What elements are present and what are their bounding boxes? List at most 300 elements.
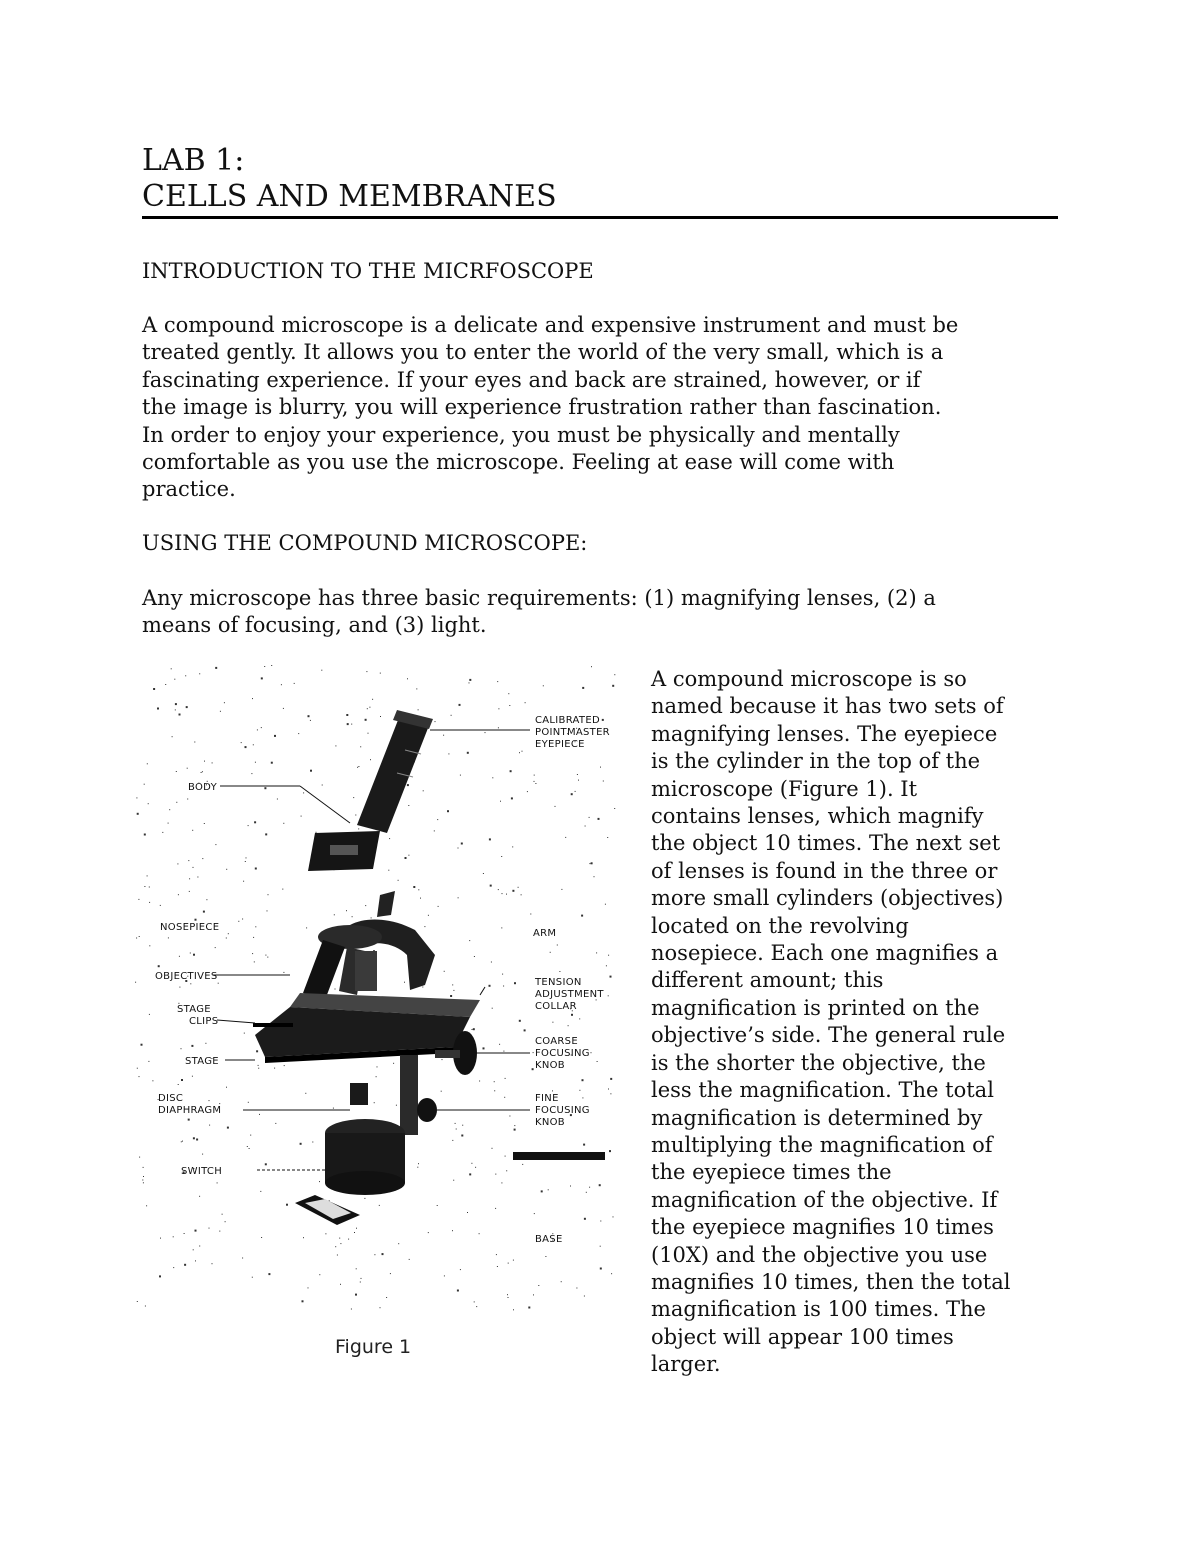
speckle-dot — [160, 905, 161, 906]
speckle-dot — [437, 1205, 438, 1206]
speckle-dot — [479, 1233, 480, 1234]
speckle-dot — [448, 753, 449, 754]
column-line: contains lenses, which magnify — [651, 804, 984, 829]
speckle-dot — [209, 1100, 210, 1101]
speckle-dot — [168, 823, 169, 824]
speckle-dot — [469, 682, 470, 683]
speckle-dot — [267, 910, 268, 911]
speckle-dot — [501, 927, 502, 928]
speckle-dot — [605, 904, 606, 905]
speckle-dot — [450, 995, 452, 997]
speckle-dot — [143, 1167, 144, 1168]
speckle-dot — [591, 666, 592, 667]
speckle-dot — [176, 802, 177, 803]
speckle-dot — [589, 817, 590, 818]
speckle-dot — [312, 1142, 313, 1143]
speckle-dot — [559, 971, 560, 972]
speckle-dot — [257, 729, 258, 730]
speckle-dot — [519, 1020, 521, 1022]
speckle-dot — [222, 1214, 223, 1215]
speckle-dot — [370, 759, 371, 760]
speckle-dot — [476, 1306, 477, 1307]
speckle-dot — [185, 675, 186, 676]
speckle-dot — [494, 1090, 495, 1091]
speckle-dot — [173, 1236, 174, 1237]
speckle-dot — [594, 876, 595, 877]
speckle-dot — [358, 766, 359, 767]
speckle-dot — [303, 1237, 304, 1238]
speckle-dot — [600, 1221, 601, 1222]
speckle-dot — [451, 715, 452, 716]
speckle-dot — [456, 1129, 457, 1130]
speckle-dot — [337, 1255, 338, 1256]
column-line: magnification is determined by — [651, 1105, 983, 1130]
speckle-dot — [184, 1233, 185, 1234]
speckle-dot — [303, 792, 304, 793]
speckle-dot — [575, 791, 576, 792]
speckle-dot — [203, 911, 205, 913]
speckle-dot — [555, 806, 556, 807]
title-line-2: CELLS AND MEMBRANES — [142, 179, 557, 214]
speckle-dot — [255, 762, 256, 763]
speckle-dot — [518, 887, 519, 888]
speckle-dot — [148, 1061, 149, 1062]
speckle-dot — [139, 1157, 140, 1158]
eyepiece-tube — [357, 710, 433, 833]
speckle-dot — [189, 891, 190, 892]
speckle-dot — [513, 1309, 514, 1310]
speckle-dot — [492, 777, 493, 778]
speckle-dot — [346, 714, 348, 716]
speckle-dot — [224, 702, 225, 703]
speckle-dot — [245, 746, 247, 748]
speckle-dot — [176, 771, 177, 772]
speckle-dot — [148, 803, 149, 804]
speckle-dot — [251, 773, 252, 774]
speckle-dot — [146, 1205, 147, 1206]
speckle-dot — [472, 1029, 473, 1030]
speckle-dot — [545, 1256, 546, 1257]
speckle-dot — [212, 1263, 213, 1264]
speckle-dot — [202, 858, 203, 859]
speckle-dot — [514, 1125, 515, 1126]
speckle-dot — [187, 799, 188, 800]
speckle-dot — [245, 861, 246, 862]
column-line: microscope (Figure 1). It — [651, 776, 918, 801]
speckle-dot — [319, 1181, 320, 1182]
speckle-dot — [196, 1139, 198, 1141]
label-arm: ARM — [533, 928, 557, 939]
speckle-dot — [533, 1294, 534, 1295]
speckle-dot — [428, 1232, 429, 1233]
speckle-dot — [458, 897, 459, 898]
speckle-dot — [498, 727, 499, 728]
speckle-dot — [498, 889, 499, 890]
speckle-dot — [194, 742, 195, 743]
column-line: (10X) and the objective you use — [651, 1242, 988, 1267]
label-tension-3: COLLAR — [535, 1001, 577, 1012]
speckle-dot — [147, 763, 148, 764]
speckle-dot — [306, 927, 307, 928]
speckle-dot — [582, 1079, 584, 1081]
speckle-dot — [168, 937, 169, 938]
speckle-dot — [514, 982, 516, 984]
speckle-dot — [301, 816, 302, 817]
speckle-dot — [165, 684, 166, 685]
speckle-dot — [388, 870, 389, 871]
speckle-dot — [510, 770, 512, 772]
speckle-dot — [608, 995, 609, 996]
speckle-dot — [505, 1078, 506, 1079]
speckle-dot — [366, 671, 367, 672]
column-line: more small cylinders (objectives) — [651, 886, 1004, 911]
column-line: is the cylinder in the top of the — [651, 749, 981, 774]
speckle-dot — [271, 665, 272, 666]
speckle-dot — [369, 707, 370, 708]
speckle-dot — [599, 1184, 601, 1186]
speckle-dot — [453, 990, 454, 991]
speckle-dot — [557, 945, 558, 946]
label-body: BODY — [188, 782, 218, 793]
speckle-dot — [219, 1103, 220, 1104]
speckle-dot — [458, 848, 459, 849]
speckle-dot — [461, 1135, 463, 1137]
speckle-dot — [407, 678, 408, 679]
label-tension-2: ADJUSTMENT — [535, 989, 604, 1000]
speckle-dot — [494, 1081, 495, 1082]
speckle-dot — [360, 746, 361, 747]
paragraph-line: the image is blurry, you will experience frustration rather than fascination. — [142, 395, 942, 420]
speckle-dot — [591, 1052, 592, 1053]
label-nosepiece: NOSEPIECE — [160, 922, 220, 933]
speckle-dot — [489, 838, 491, 840]
speckle-dot — [522, 1164, 523, 1165]
speckle-dot — [215, 844, 216, 845]
speckle-dot — [174, 679, 175, 680]
speckle-dot — [348, 1239, 349, 1240]
speckle-dot — [581, 915, 583, 917]
speckle-dot — [498, 708, 499, 709]
speckle-dot — [428, 915, 429, 916]
speckle-dot — [264, 666, 265, 667]
speckle-dot — [142, 1180, 143, 1181]
speckle-dot — [483, 1047, 485, 1049]
speckle-dot — [548, 1189, 549, 1190]
speckle-dot — [274, 735, 276, 737]
speckle-dot — [532, 1068, 534, 1070]
speckle-dot — [541, 1190, 543, 1192]
speckle-dot — [473, 1028, 475, 1030]
paragraph-line: treated gently. It allows you to enter the world of the very small, which is a — [142, 340, 944, 365]
speckle-dot — [479, 1081, 480, 1082]
speckle-dot — [152, 1080, 153, 1081]
power-cord — [513, 1152, 605, 1160]
speckle-dot — [181, 1079, 183, 1081]
speckle-dot — [275, 1123, 276, 1124]
speckle-dot — [195, 919, 197, 921]
speckle-dot — [610, 976, 612, 978]
speckle-dot — [335, 745, 336, 746]
speckle-dot — [596, 952, 597, 953]
speckle-dot — [422, 987, 423, 988]
speckle-dot — [227, 1127, 229, 1129]
speckle-dot — [603, 781, 604, 782]
speckle-dot — [577, 774, 578, 775]
speckle-dot — [420, 898, 421, 899]
speckle-dot — [474, 956, 475, 957]
label-disc-1: DISC — [158, 1093, 184, 1104]
column-line: objective’s side. The general rule — [651, 1023, 1006, 1048]
speckle-dot — [283, 823, 284, 824]
speckle-dot — [144, 834, 146, 836]
speckle-dot — [380, 673, 381, 674]
speckle-dot — [192, 1076, 193, 1077]
column-line: the object 10 times. The next set — [651, 831, 1001, 856]
speckle-dot — [509, 705, 510, 706]
column-line: different amount; this — [651, 968, 884, 993]
speckle-dot — [265, 1163, 267, 1165]
section-heading-intro: INTRODUCTION TO THE MICRFOSCOPE — [142, 259, 594, 283]
label-fine-1: FINE — [535, 1093, 559, 1104]
speckle-dot — [408, 855, 409, 856]
speckle-dot — [561, 889, 562, 890]
speckle-dot — [492, 1148, 493, 1149]
speckle-dot — [504, 1097, 505, 1098]
speckle-dot — [277, 799, 278, 800]
speckle-dot — [335, 1246, 336, 1247]
speckle-dot — [407, 784, 409, 786]
speckle-dot — [255, 868, 257, 870]
speckle-dot — [474, 1301, 475, 1302]
speckle-dot — [469, 1173, 471, 1175]
title-line-1: LAB 1: — [142, 143, 245, 178]
speckle-dot — [261, 1237, 262, 1238]
speckle-dot — [418, 889, 419, 890]
speckle-dot — [191, 1045, 193, 1047]
speckle-dot — [335, 989, 336, 990]
speckle-dot — [610, 1093, 611, 1094]
speckle-dot — [261, 727, 262, 728]
speckle-dot — [283, 972, 284, 973]
speckle-dot — [376, 1076, 377, 1077]
speckle-dot — [571, 1014, 573, 1016]
speckle-dot — [495, 1174, 496, 1175]
speckle-dot — [437, 819, 438, 820]
speckle-dot — [310, 720, 311, 721]
speckle-dot — [356, 1268, 357, 1269]
speckle-dot — [310, 770, 312, 772]
speckle-dot — [600, 1268, 602, 1270]
speckle-dot — [608, 1089, 609, 1090]
speckle-dot — [534, 781, 535, 782]
speckle-dot — [606, 965, 607, 966]
speckle-dot — [380, 716, 381, 717]
speckle-dot — [340, 1243, 341, 1244]
speckle-dot — [248, 1102, 249, 1103]
speckle-dot — [242, 1258, 243, 1259]
speckle-dot — [252, 1277, 253, 1278]
speckle-dot — [274, 1068, 275, 1069]
speckle-dot — [204, 823, 205, 824]
speckle-dot — [467, 752, 469, 754]
speckle-dot — [500, 801, 501, 802]
speckle-dot — [143, 1182, 144, 1183]
requirements-paragraph — [142, 585, 1072, 640]
speckle-dot — [530, 914, 531, 915]
speckle-dot — [201, 772, 202, 773]
speckle-dot — [149, 1014, 150, 1015]
speckle-dot — [447, 810, 449, 812]
speckle-dot — [254, 821, 256, 823]
speckle-dot — [443, 735, 444, 736]
speckle-dot — [372, 699, 373, 700]
paragraph-line: Any microscope has three basic requirements: (1) magnifying lenses, (2) a — [142, 586, 936, 610]
speckle-dot — [611, 1273, 612, 1274]
speckle-dot — [252, 698, 253, 699]
speckle-dot — [193, 867, 194, 868]
speckle-dot — [361, 1278, 362, 1279]
speckle-dot — [353, 797, 354, 798]
speckle-dot — [149, 945, 150, 946]
speckle-dot — [512, 846, 513, 847]
speckle-dot — [195, 1230, 197, 1232]
speckle-dot — [598, 818, 600, 820]
speckle-dot — [145, 1306, 146, 1307]
speckle-dot — [483, 873, 484, 874]
speckle-dot — [189, 878, 190, 879]
speckle-dot — [302, 1300, 304, 1302]
speckle-dot — [460, 1269, 461, 1270]
speckle-dot — [173, 1267, 174, 1268]
speckle-dot — [202, 1154, 203, 1155]
speckle-dot — [357, 767, 358, 768]
speckle-dot — [597, 1061, 598, 1062]
microscope-figure — [125, 655, 625, 1365]
speckle-dot — [528, 1307, 530, 1309]
speckle-dot — [608, 955, 609, 956]
speckle-dot — [139, 1076, 140, 1077]
speckle-dot — [579, 1018, 580, 1019]
column-line: named because it has two sets of — [651, 694, 1004, 719]
paragraph-line: In order to enjoy your experience, you must be physically and mentally — [142, 422, 900, 447]
label-stage-clips-2: CLIPS — [189, 1016, 219, 1027]
speckle-dot — [172, 736, 173, 737]
speckle-dot — [209, 1228, 210, 1229]
speckle-dot — [334, 914, 335, 915]
speckle-dot — [137, 1068, 138, 1069]
speckle-dot — [613, 1216, 614, 1217]
column-line: nosepiece. Each one magnifies a — [651, 941, 999, 966]
speckle-dot — [259, 1114, 260, 1115]
speckle-dot — [193, 954, 195, 956]
speckle-dot — [193, 1137, 195, 1139]
speckle-dot — [241, 742, 242, 743]
speckle-dot — [178, 1084, 179, 1085]
speckle-dot — [497, 1266, 498, 1267]
intro-paragraph — [142, 312, 1072, 504]
speckle-dot — [308, 715, 310, 717]
speckle-dot — [160, 1238, 161, 1239]
title-underline — [142, 216, 1058, 219]
speckle-dot — [351, 724, 352, 725]
speckle-dot — [206, 899, 207, 900]
speckle-dot — [467, 1212, 468, 1213]
speckle-dot — [226, 938, 227, 939]
speckle-dot — [282, 889, 283, 890]
speckle-dot — [405, 857, 407, 859]
speckle-dot — [199, 673, 200, 674]
speckle-dot — [578, 780, 579, 781]
speckle-dot — [256, 1050, 258, 1052]
label-fine-3: KNOB — [535, 1117, 565, 1128]
speckle-dot — [347, 723, 349, 725]
speckle-dot — [469, 679, 471, 681]
label-stage-clips-1: STAGE — [177, 1004, 211, 1015]
speckle-dot — [186, 706, 188, 708]
speckle-dot — [459, 704, 461, 706]
column-paragraph — [651, 666, 1071, 1379]
speckle-dot — [193, 1249, 194, 1250]
speckle-dot — [534, 1213, 535, 1214]
speckle-dot — [355, 815, 356, 816]
speckle-dot — [469, 940, 470, 941]
speckle-dot — [253, 744, 254, 745]
speckle-dot — [215, 667, 217, 669]
speckle-dot — [503, 986, 504, 987]
speckle-dot — [452, 1230, 453, 1231]
label-coarse-2: FOCUSING — [535, 1048, 590, 1059]
speckle-dot — [583, 1144, 585, 1146]
label-switch: SWITCH — [181, 1166, 223, 1177]
speckle-dot — [243, 881, 244, 882]
speckle-dot — [524, 1029, 526, 1031]
speckle-dot — [521, 894, 522, 895]
speckle-dot — [212, 762, 213, 763]
speckle-dot — [354, 1232, 355, 1233]
speckle-dot — [550, 952, 551, 953]
paragraph-line: A compound microscope is a delicate and expensive instrument and must be — [142, 313, 959, 337]
speckle-dot — [158, 965, 160, 967]
speckle-dot — [319, 1274, 320, 1275]
speckle-dot — [390, 1273, 391, 1274]
speckle-dot — [181, 1048, 182, 1049]
speckle-dot — [434, 830, 435, 831]
speckle-dot — [374, 1254, 375, 1255]
speckle-dot — [260, 1191, 261, 1192]
speckle-dot — [491, 962, 492, 963]
column-line: larger. — [651, 1352, 721, 1377]
speckle-dot — [591, 862, 593, 864]
speckle-dot — [157, 708, 159, 710]
speckle-dot — [238, 921, 239, 922]
speckle-dot — [135, 982, 136, 983]
speckle-dot — [202, 771, 203, 772]
speckle-dot — [404, 982, 405, 983]
speckle-dot — [589, 863, 590, 864]
speckle-dot — [137, 1301, 138, 1302]
speckle-dot — [374, 1102, 375, 1103]
speckle-dot — [367, 708, 368, 709]
speckle-dot — [136, 938, 137, 939]
speckle-dot — [300, 1143, 302, 1145]
speckle-dot — [490, 885, 492, 887]
speckle-dot — [268, 1273, 270, 1275]
speckle-dot — [153, 688, 155, 690]
speckle-dot — [485, 732, 486, 733]
speckle-dot — [396, 1105, 397, 1106]
speckle-dot — [398, 1243, 399, 1244]
speckle-dot — [612, 685, 614, 687]
